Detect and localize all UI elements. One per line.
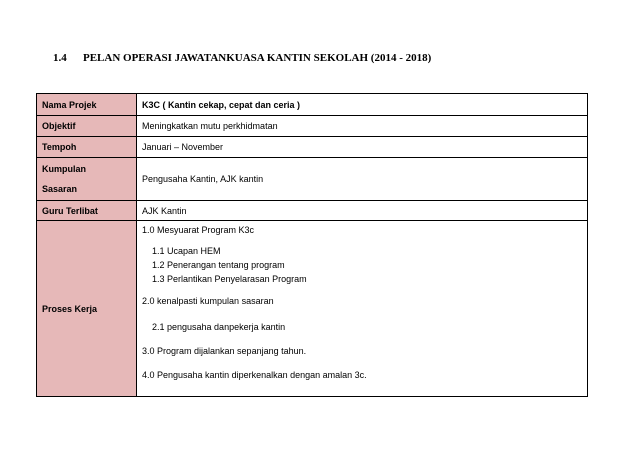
table-row [37, 94, 588, 116]
label-line: Kumpulan [42, 164, 86, 174]
table-row [37, 221, 588, 397]
row-value-nama-projek: K3C ( Kantin cekap, cepat dan ceria ) [137, 94, 588, 116]
list-item: 2.1 pengusaha danpekerja kantin [152, 322, 286, 332]
row-value-tempoh: Januari – November [137, 137, 588, 158]
list-item: 2.0 kenalpasti kumpulan sasaran [142, 296, 274, 306]
table-row [37, 201, 588, 221]
row-label-guru-terlibat: Guru Terlibat [37, 201, 137, 221]
list-item: 1.3 Perlantikan Penyelarasan Program [152, 274, 307, 284]
table-row [37, 116, 588, 137]
plan-table [36, 93, 588, 397]
row-label-tempoh: Tempoh [37, 137, 137, 158]
row-value-proses-kerja [137, 221, 588, 397]
table-row [37, 137, 588, 158]
row-value-objektif: Meningkatkan mutu perkhidmatan [137, 116, 588, 137]
section-number: 1.4 [53, 52, 67, 64]
list-item: 3.0 Program dijalankan sepanjang tahun. [142, 346, 307, 356]
section-title: PELAN OPERASI JAWATANKUASA KANTIN SEKOLAH (2014 - 2018) [83, 52, 432, 64]
row-label-proses-kerja: Proses Kerja [37, 221, 137, 397]
list-item: 1.0 Mesyuarat Program K3c [142, 225, 255, 235]
list-item: 1.2 Penerangan tentang program [152, 260, 285, 270]
table-row [37, 158, 588, 201]
list-item: 1.1 Ucapan HEM [152, 246, 221, 256]
row-value-guru-terlibat: AJK Kantin [137, 201, 588, 221]
list-item: 4.0 Pengusaha kantin diperkenalkan dengan amalan 3c. [142, 370, 367, 380]
row-label-nama-projek: Nama Projek [37, 94, 137, 116]
label-line: Sasaran [42, 184, 78, 194]
row-label-kumpulan-sasaran [37, 158, 137, 201]
row-label-objektif: Objektif [37, 116, 137, 137]
section-heading [53, 52, 431, 64]
row-value-kumpulan-sasaran: Pengusaha Kantin, AJK kantin [137, 158, 588, 201]
